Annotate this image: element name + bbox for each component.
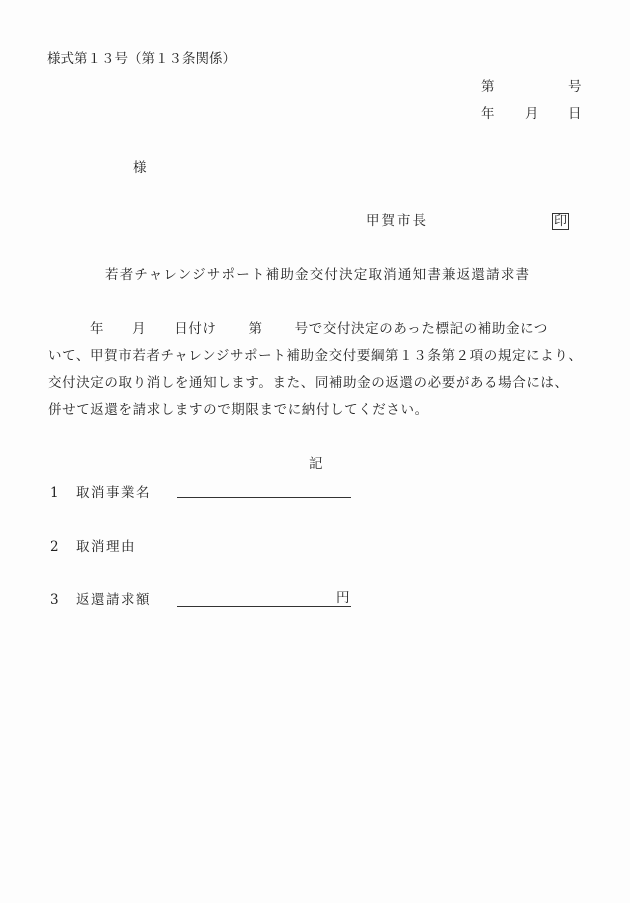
item-1-number: 1 (50, 485, 59, 501)
item-2-number: 2 (50, 539, 59, 555)
body-line1-rest: 号で交付決定のあった標記の補助金につ (294, 321, 549, 337)
item-3-unit: 円 (336, 590, 350, 606)
body-month: 月 (132, 321, 147, 337)
item-1-label: 取消事業名 (76, 485, 151, 501)
body-line2: いて、甲賀市若者チャレンジサポート補助金交付要綱第１３条第２項の規定により、 (48, 348, 583, 364)
addressee-honorific: 様 (133, 160, 147, 176)
item-2-label: 取消理由 (76, 539, 136, 555)
issuer-name: 甲賀市長 (366, 213, 428, 229)
doc-number-prefix: 第 (481, 79, 495, 95)
doc-number-suffix: 号 (568, 79, 582, 95)
form-number: 様式第１３号（第１３条関係） (47, 51, 236, 67)
date-month: 月 (525, 106, 539, 122)
item-1-value-line[interactable] (177, 497, 351, 498)
body-day: 日付け (174, 321, 217, 337)
body-line3: 交付決定の取り消しを通知します。また、同補助金の返還の必要がある場合には、 (48, 375, 569, 391)
date-day: 日 (568, 106, 582, 122)
date-year: 年 (481, 106, 495, 122)
body-year: 年 (90, 321, 105, 337)
document-title: 若者チャレンジサポート補助金交付決定取消通知書兼返還請求書 (105, 267, 531, 283)
item-3-number: 3 (50, 592, 59, 608)
item-3-label: 返還請求額 (76, 592, 151, 608)
item-3-value-line[interactable] (177, 606, 351, 607)
body-line4: 併せて返還を請求しますので期限までに納付してください。 (48, 402, 429, 418)
body-paragraph (48, 316, 588, 424)
ki-heading: 記 (309, 456, 323, 472)
body-dai: 第 (248, 321, 263, 337)
seal-mark: 印 (554, 214, 568, 229)
